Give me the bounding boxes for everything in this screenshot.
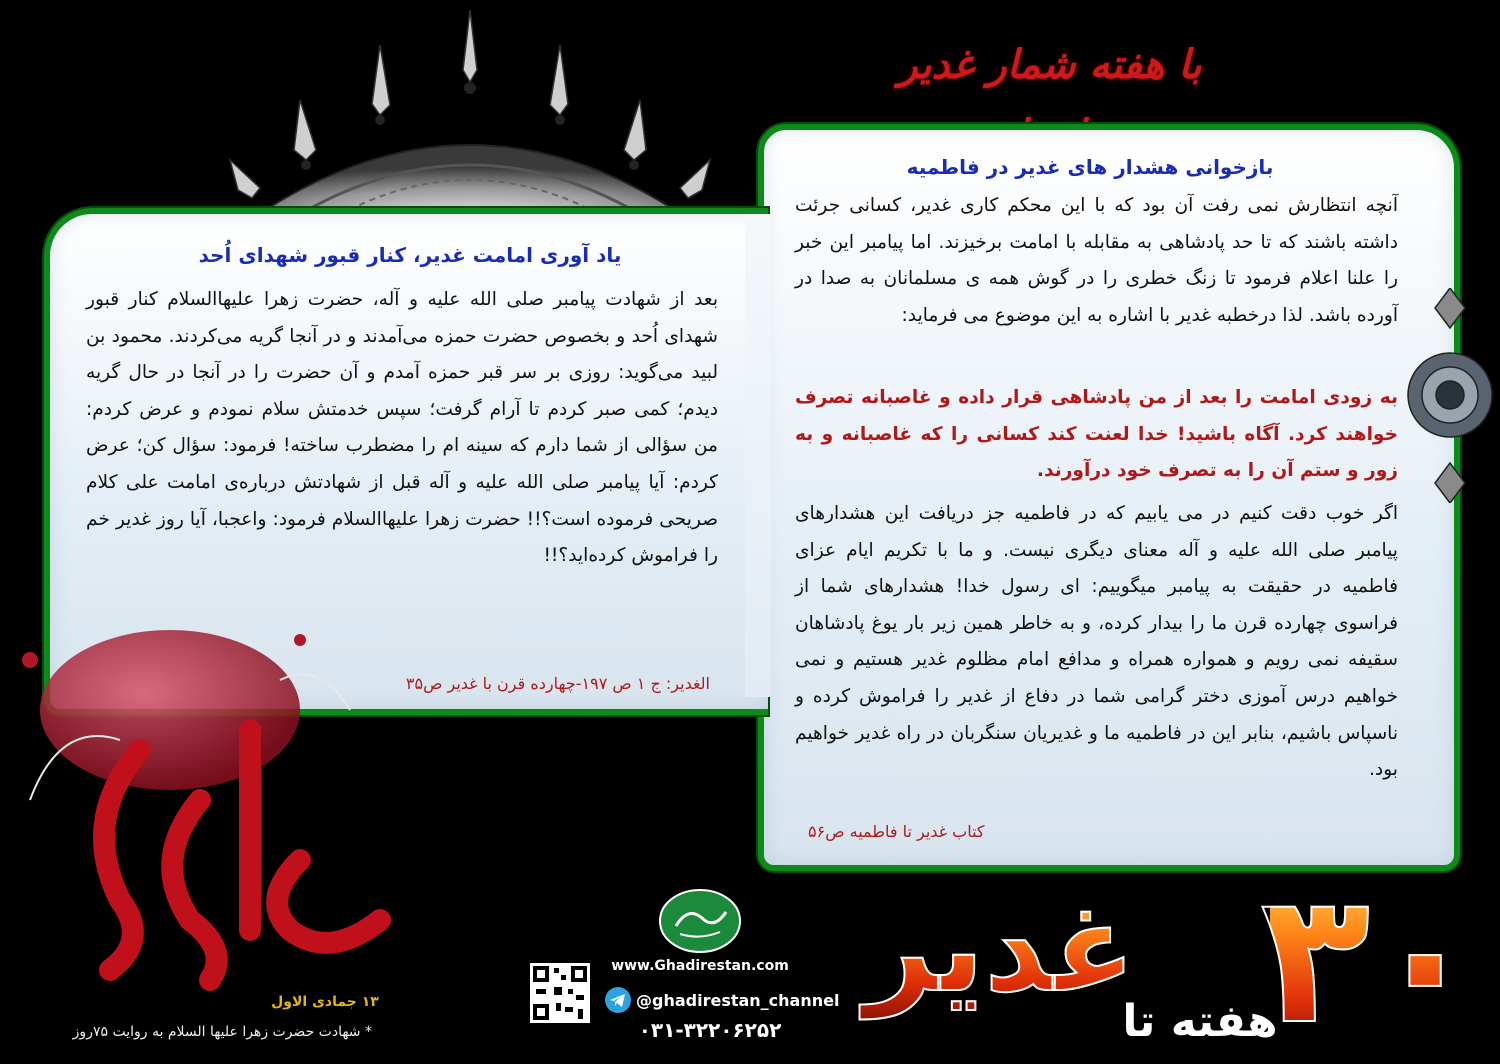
right-article-paragraph-1: آنچه انتظارش نمی رفت آن بود که با این محکم کاری غدیر، کسانی جرئت داشته باشند که تا حد پادشاهی به مقابله با امامت برخیزند. اما پیامبر این خبر را علنا اعلام فرمود تا زنگ خطری را در گوش همه ی مسلمانان به صدا در آورده باشد. لذا درخطبه غدیر با اشاره به این موضوع می فرماید:	[795, 195, 1398, 326]
side-ornament-icon	[1405, 288, 1495, 503]
title-number: ۳۰	[1260, 855, 1480, 1064]
telegram-channel[interactable]: @ghadirestan_channel	[636, 991, 840, 1010]
dome-ornament-icon	[190, 10, 750, 220]
phone-number: ۰۳۱-۳۲۲۰۶۲۵۲	[638, 1018, 782, 1042]
left-article-heading: یاد آوری امامت غدیر، کنار قبور شهدای اُحد	[198, 243, 622, 267]
right-article-quote: به زودی امامت را بعد از من پادشاهی قرار داده و غاصبانه تصرف خواهند کرد. آگاه باشید! خدا لعنت کند کسانی را که غاصبانه و به زور و ستم آن را به تصرف خود درآورند.	[795, 387, 1398, 482]
ghadirestan-logo-icon	[658, 888, 742, 954]
occasion-date: ۱۳ جمادی الاول	[271, 994, 379, 1010]
occasion-note: * شهادت حضرت زهرا علیها السلام به روایت ۷۵روز	[72, 1024, 372, 1040]
telegram-icon	[604, 986, 632, 1014]
left-article-body: بعد از شهادت پیامبر صلی الله علیه و آله، حضرت زهرا علیهاالسلام کنار قبور شهدای اُحد و بخصوص حضرت حمزه می‌آمدند و در آنجا گریه می‌کردند. محمود بن لبید می‌گوید: روزی بر سر قبر حمزه آمدم و آن حضرت را در آنجا در حال گریه دیدم؛ کمی صبر کردم تا آرام گرفت؛ سپس خدمتش سلام نمودم و عرض کردم: من سؤالی از شما دارم که سینه ام را مضطرب ساخته! فرمود: سؤال کن؛ عرض کردم: آیا پیامبر صلی الله علیه و آله قبل از شهادتش درباره‌ی امامت علی کلام صریحی فرموده است؟!! حضرت زهرا علیهاالسلام فرمود: واعجبا، آیا روز غدیر خم را فراموش کرده‌اید؟!!	[86, 289, 718, 567]
right-article-heading: بازخوانی هشدار های غدیر در فاطمیه	[906, 155, 1274, 179]
website-link[interactable]: www.Ghadirestan.com	[611, 958, 789, 974]
right-article-source: کتاب غدیر تا فاطمیه ص۵۶	[808, 822, 985, 841]
qr-code-icon	[530, 963, 590, 1023]
panel-joint	[745, 214, 771, 697]
slogan-banner: با هفته شمار غدیر	[898, 41, 1202, 88]
left-article-source: الغدیر: ج ۱ ص ۱۹۷-چهارده قرن با غدیر ص۳۵	[405, 674, 710, 693]
title-ghadir: غدیر	[850, 870, 1150, 1030]
title-prefix: هفته تا	[1122, 996, 1278, 1047]
fatemeh-calligraphy-icon	[0, 600, 440, 1000]
right-article-paragraph-2: اگر خوب دقت کنیم در می یابیم که در فاطمیه جز دریافت این هشدارهای پیامبر صلی الله علیه و آله معنای دیگری نیست. و ما با تکریم ایام عزای فاطمیه در حقیقت به پیامبر میگوییم: ای رسول خدا! هشدارهای شما از فراسوی چهارده قرن ما را بیدار کرده، و به خاطر همین زیر بار یوغ پادشاهان سقیفه نمی رویم و همواره همراه و مدافع امام مظلوم غدیر هستیم و نمی خواهیم درس آموزی دختر گرامی شما در دفاع از غدیر را فراموش کرده و ناسپاس باشیم، بنابر این در فاطمیه ما و غدیریان سنگربان در راه غدیر خواهیم بود.	[795, 503, 1398, 781]
